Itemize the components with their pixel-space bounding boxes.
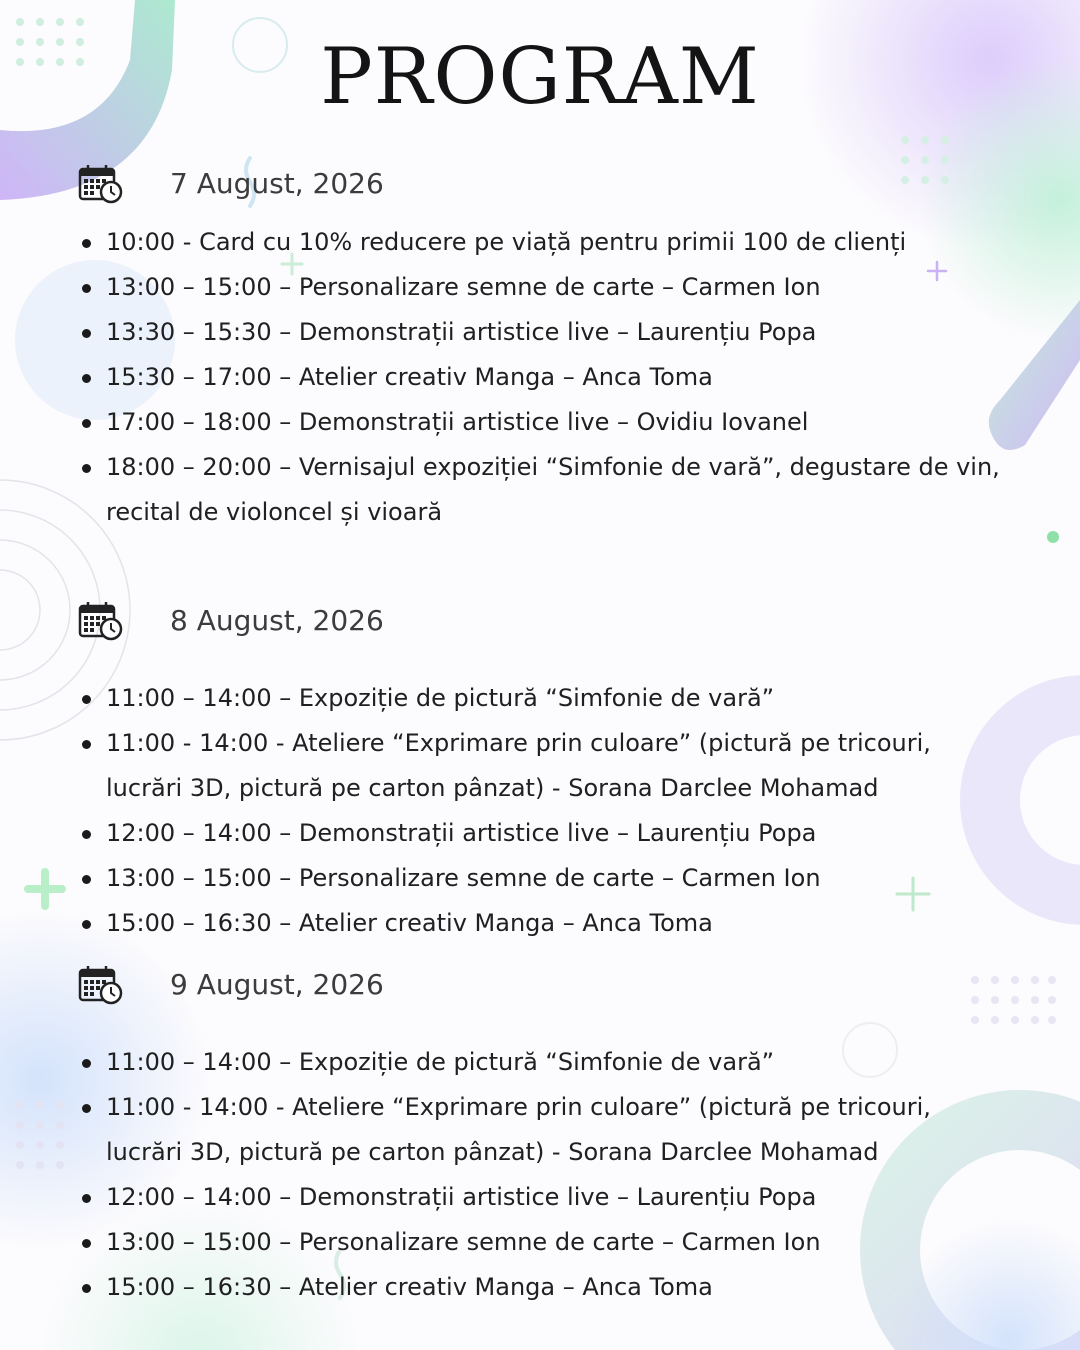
list-item: 10:00 - Card cu 10% reducere pe viață pentru primii 100 de clienți	[80, 220, 1060, 265]
list-item: 15:00 – 16:30 – Atelier creativ Manga – Anca Toma	[80, 901, 1060, 946]
day-date: 8 August, 2026	[170, 604, 384, 637]
list-item: 11:00 – 14:00 – Expoziție de pictură “Simfonie de vară”	[80, 1040, 1060, 1085]
list-item: 11:00 - 14:00 - Ateliere “Exprimare prin culoare” (pictură pe tricouri, lucrări 3D, pictură pe carton pânzat) - Sorana Darclee Mohamad	[80, 721, 1060, 811]
day-date: 7 August, 2026	[170, 167, 384, 200]
calendar-clock-icon	[78, 164, 124, 204]
calendar-clock-icon	[78, 965, 124, 1005]
calendar-clock-icon	[78, 601, 124, 641]
list-item: 13:00 – 15:00 – Personalizare semne de carte – Carmen Ion	[80, 265, 1060, 310]
list-item: 18:00 – 20:00 – Vernisajul expoziției “Simfonie de vară”, degustare de vin, recital de violoncel și vioară	[80, 445, 1060, 535]
day-date: 9 August, 2026	[170, 968, 384, 1001]
list-item: 11:00 – 14:00 – Expoziție de pictură “Simfonie de vară”	[80, 676, 1060, 721]
list-item: 13:00 – 15:00 – Personalizare semne de carte – Carmen Ion	[80, 1220, 1060, 1265]
schedule-list	[80, 676, 1060, 946]
list-item: 13:00 – 15:00 – Personalizare semne de carte – Carmen Ion	[80, 856, 1060, 901]
list-item: 12:00 – 14:00 – Demonstrații artistice live – Laurențiu Popa	[80, 1175, 1060, 1220]
page-title: PROGRAM	[320, 32, 760, 122]
list-item: 12:00 – 14:00 – Demonstrații artistice live – Laurențiu Popa	[80, 811, 1060, 856]
list-item: 15:00 – 16:30 – Atelier creativ Manga – Anca Toma	[80, 1265, 1060, 1310]
schedule-list	[80, 1040, 1060, 1310]
list-item: 17:00 – 18:00 – Demonstrații artistice live – Ovidiu Iovanel	[80, 400, 1060, 445]
list-item: 13:30 – 15:30 – Demonstrații artistice live – Laurențiu Popa	[80, 310, 1060, 355]
list-item: 11:00 - 14:00 - Ateliere “Exprimare prin culoare” (pictură pe tricouri, lucrări 3D, pictură pe carton pânzat) - Sorana Darclee Mohamad	[80, 1085, 1060, 1175]
list-item: 15:30 – 17:00 – Atelier creativ Manga – Anca Toma	[80, 355, 1060, 400]
schedule-list	[80, 220, 1060, 535]
